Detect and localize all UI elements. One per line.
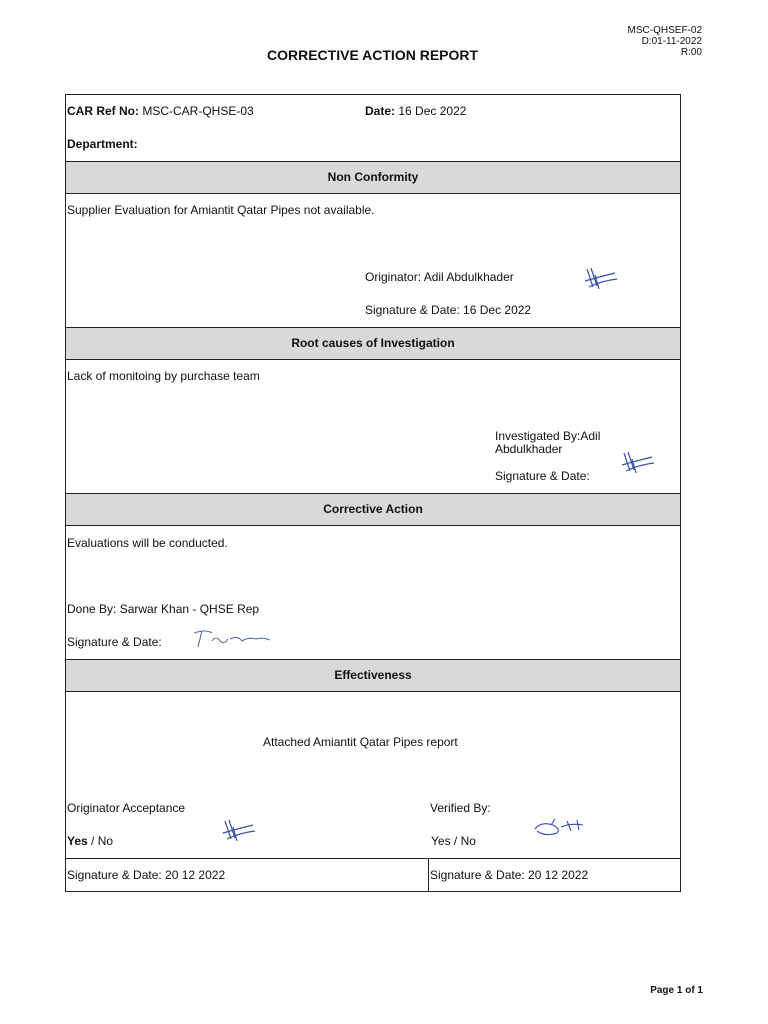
signature-column-divider <box>428 858 429 891</box>
root-cause-description: Lack of monitoing by purchase team <box>67 369 260 383</box>
originator-no: / No <box>87 834 114 848</box>
doc-code-line2: D:01-11-2022 <box>641 36 702 47</box>
page-number: Page 1 of 1 <box>650 985 703 996</box>
corrective-action-signature-date: Signature & Date: <box>67 635 162 649</box>
signature-divider <box>66 858 680 859</box>
date-label: Date: <box>365 104 396 118</box>
originator-acceptance: Originator Acceptance <box>67 801 186 815</box>
non-conformity-heading: Non Conformity <box>66 161 680 194</box>
car-ref-label: CAR Ref No: <box>67 104 139 118</box>
doc-code-line1: MSC-QHSEF-02 <box>627 25 702 36</box>
non-conformity-signature-date: Signature & Date: 16 Dec 2022 <box>365 303 532 317</box>
verified-by: Verified By: <box>430 801 491 815</box>
verifier-yes-no: Yes / No <box>431 834 476 848</box>
corrective-action-heading: Corrective Action <box>66 493 680 526</box>
department-label: Department: <box>67 137 138 151</box>
originator-yes: Yes <box>67 834 88 848</box>
investigator-signature-icon <box>618 449 658 479</box>
investigated-by-line2: Abdulkhader <box>495 442 563 456</box>
car-form <box>65 94 681 892</box>
corrective-action-description: Evaluations will be conducted. <box>67 536 228 550</box>
effectiveness-description: Attached Amiantit Qatar Pipes report <box>263 735 458 749</box>
originator-signature-date: Signature & Date: 20 12 2022 <box>67 868 226 882</box>
originator-yes-no <box>67 834 113 848</box>
originator-name: Originator: Adil Abdulkhader <box>365 270 514 284</box>
doc-code-line3: R:00 <box>680 47 702 58</box>
date-field <box>365 104 466 118</box>
date-value: 16 Dec 2022 <box>398 104 467 118</box>
non-conformity-description: Supplier Evaluation for Amiantit Qatar Pipes not available. <box>67 203 375 217</box>
done-by-signature-icon <box>186 625 276 653</box>
originator-signature-icon <box>581 265 621 295</box>
car-ref-value: MSC-CAR-QHSE-03 <box>142 104 254 118</box>
done-by: Done By: Sarwar Khan - QHSE Rep <box>67 602 260 616</box>
effectiveness-heading: Effectiveness <box>66 659 680 692</box>
car-ref-field <box>67 104 254 118</box>
verifier-signature-icon <box>531 815 591 841</box>
verifier-signature-date: Signature & Date: 20 12 2022 <box>430 868 589 882</box>
root-cause-signature-date: Signature & Date: <box>495 469 590 483</box>
investigated-by-line1: Investigated By:Adil <box>495 429 601 443</box>
investigated-by <box>495 430 600 456</box>
report-title: CORRECTIVE ACTION REPORT <box>267 47 479 63</box>
root-cause-heading: Root causes of Investigation <box>66 327 680 360</box>
acceptance-signature-icon <box>219 817 259 847</box>
